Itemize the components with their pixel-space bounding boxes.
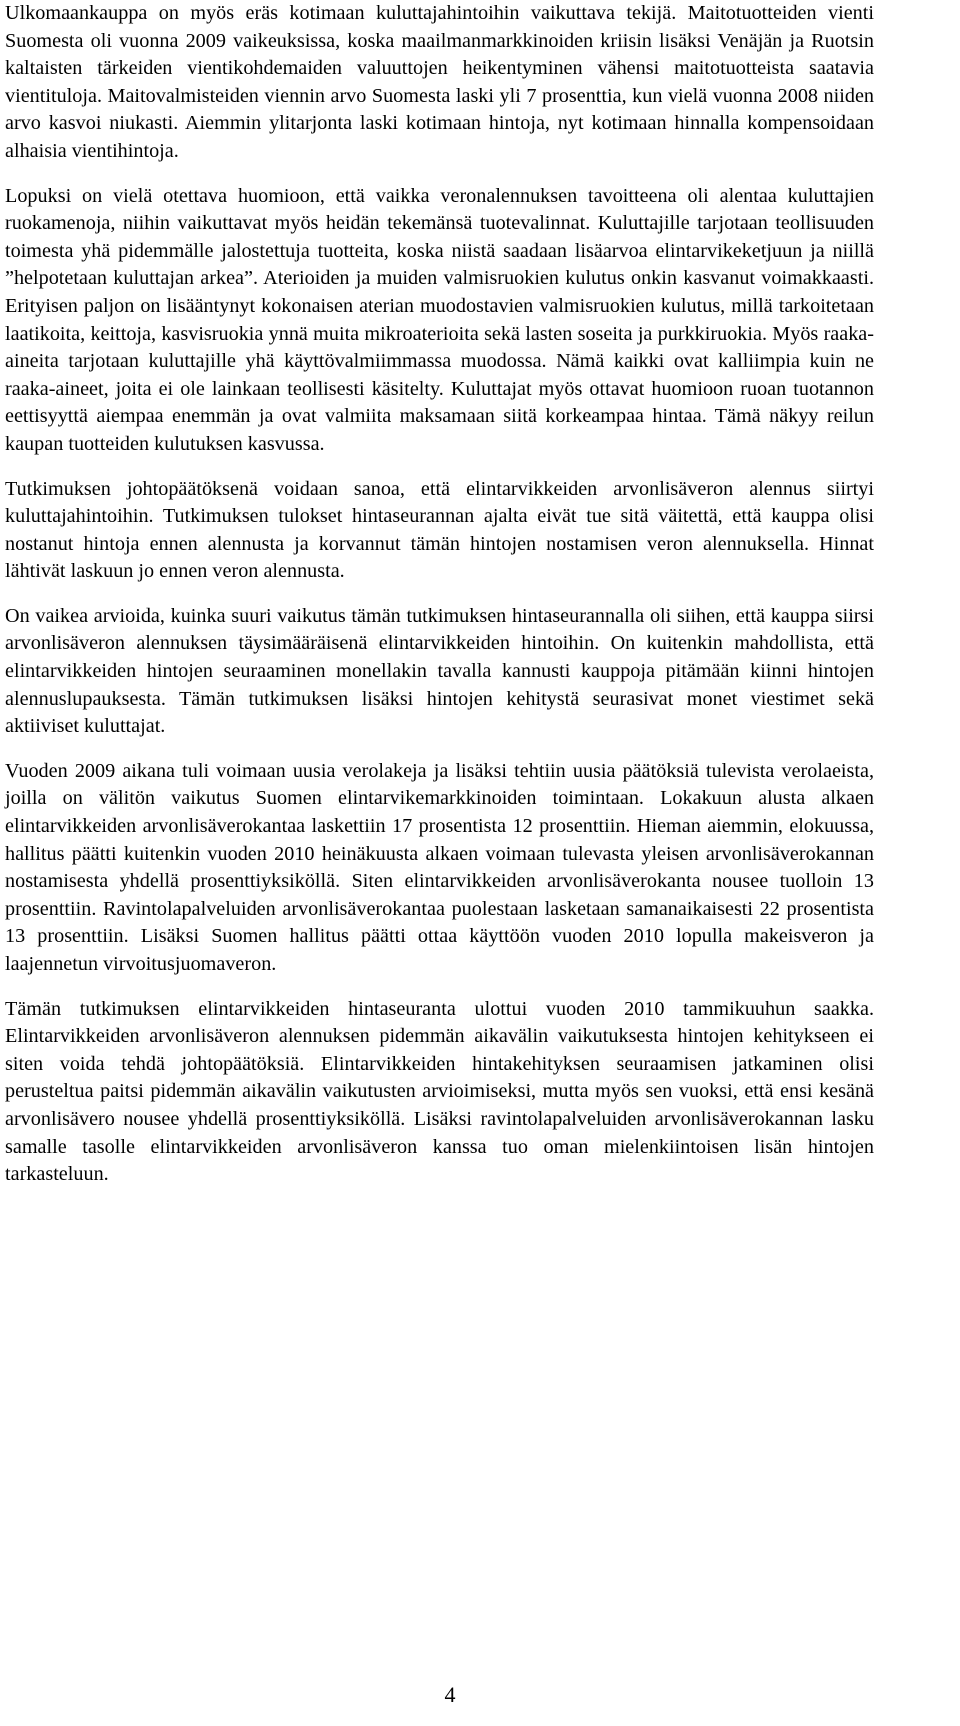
paragraph-price-monitoring: On vaikea arvioida, kuinka suuri vaikutus tämän tutkimuksen hintaseurannalla oli siihen, että kauppa siirsi arvonlisäveron alennuksen täysimääräisenä elintarvikkeiden hintoihin. On kuitenkin mahdollista, että elintarvikkeiden hintojen seuraaminen monellakin tavalla kannusti kauppoja pitämään kiinni hintojen alennuslupauksesta. Tämän tutkimuksen lisäksi hintojen kehitystä seurasivat monet viestimet sekä aktiiviset kuluttajat. [5,604,874,738]
paragraph-conclusion: Tutkimuksen johtopäätöksenä voidaan sanoa, että elintarvikkeiden arvonlisäveron alennus siirtyi kuluttajahintoihin. Tutkimuksen tulokset hintaseurannan ajalta eivät tue sitä väitettä, että kauppa olisi nostanut hintoja ennen alennusta ja korvannut tämän hintojen nostamisen veron alennuksella. Hinnat lähtivät laskuun jo ennen veron alennusta. [5,477,874,583]
page-number: 4 [444,1682,456,1707]
paragraph-consumer-choices: Lopuksi on vielä otettava huomioon, että vaikka veronalennuksen tavoitteena oli alentaa kuluttajien ruokamenoja, niihin vaikuttavat myös heidän tekemänsä tuotevalinnat. Kuluttajille tarjotaan teollisuuden toimesta yhä pidemmälle jalostettuja tuotteita, koska niistä saadaan lisäarvoa elintarvikeketjuun ja niillä ”helpotetaan kuluttajan arkea”. Aterioiden ja muiden valmisruokien kulutus onkin kasvanut voimakkaasti. Erityisen paljon on lisääntynyt kokonaisen aterian muodostavien valmisruokien kulutus, millä tarkoitetaan laatikoita, keittoja, kasvisruokia ynnä muita mikroaterioita sekä lasten soseita ja purkkiruokia. Myös raaka-aineita tarjotaan kuluttajille yhä käyttövalmiimmassa muodossa. Nämä kaikki ovat kalliimpia kuin ne raaka-aineet, joita ei ole lainkaan teollisesti käsitelty. Kuluttajat myös ottavat huomioon ruoan tuotannon eettisyyttä aiempaa enemmän ja ovat valmiita maksamaan siitä korkeampaa hintaa. Tämä näkyy reilun kaupan tuotteiden kulutuksen kasvussa. [5,184,874,455]
document-body [5,0,874,1206]
paragraph-foreign-trade: Ulkomaankauppa on myös eräs kotimaan kuluttajahintoihin vaikuttava tekijä. Maitotuotteiden vienti Suomesta oli vuonna 2009 vaikeuksissa, koska maailmanmarkkinoiden kriisin lisäksi Venäjän ja Ruotsin kaltaisten tärkeiden vientikohdemaiden valuuttojen heikentyminen vähensi maitotuotteista saatavia vientituloja. Maitovalmisteiden viennin arvo Suomesta laski yli 7 prosenttia, kun vielä vuonna 2008 niiden arvo kasvoi niukasti. Aiemmin ylitarjonta laski kotimaan hintoja, nyt kotimaan hinnalla kompensoidaan alhaisia vientihintoja. [5,2,874,162]
paragraph-further-monitoring: Tämän tutkimuksen elintarvikkeiden hintaseuranta ulottui vuoden 2010 tammikuuhun saakka. Elintarvikkeiden arvonlisäveron alennuksen pidemmän aikavälin vaikutuksesta hintojen kehitykseen ei siten voida tehdä johtopäätöksiä. Elintarvikkeiden hintakehityksen seuraamisen jatkaminen olisi perusteltua paitsi pidemmän aikavälin vaikutusten arvioimiseksi, mutta myös sen vuoksi, että ensi kesänä arvonlisävero nousee yhdellä prosenttiyksiköllä. Lisäksi ravintolapalveluiden arvonlisäverokannan lasku samalle tasolle elintarvikkeiden arvonlisäveron kanssa tuo oman mielenkiintoisen lisän hintojen tarkasteluun. [5,997,874,1186]
paragraph-tax-laws-2009: Vuoden 2009 aikana tuli voimaan uusia verolakeja ja lisäksi tehtiin uusia päätöksiä tulevista verolaeista, joilla on välitön vaikutus Suomen elintarvikemarkkinoiden toimintaan. Lokakuun alusta alkaen elintarvikkeiden arvonlisäverokantaa laskettiin 17 prosentista 12 prosenttiin. Hieman aiemmin, elokuussa, hallitus päätti kuitenkin vuoden 2010 heinäkuusta alkaen voimaan tulevasta yleisen arvonlisäverokannan nostamisesta yhdellä prosenttiyksiköllä. Siten elintarvikkeiden arvonlisäverokanta nousee tuolloin 13 prosenttiin. Ravintolapalveluiden arvonlisäverokantaa puolestaan lasketaan samanaikaisesti 22 prosentista 13 prosenttiin. Lisäksi Suomen hallitus päätti ottaa käyttöön vuoden 2010 lopulla makeisveron ja laajennetun virvoitusjuomaveron. [5,759,874,975]
